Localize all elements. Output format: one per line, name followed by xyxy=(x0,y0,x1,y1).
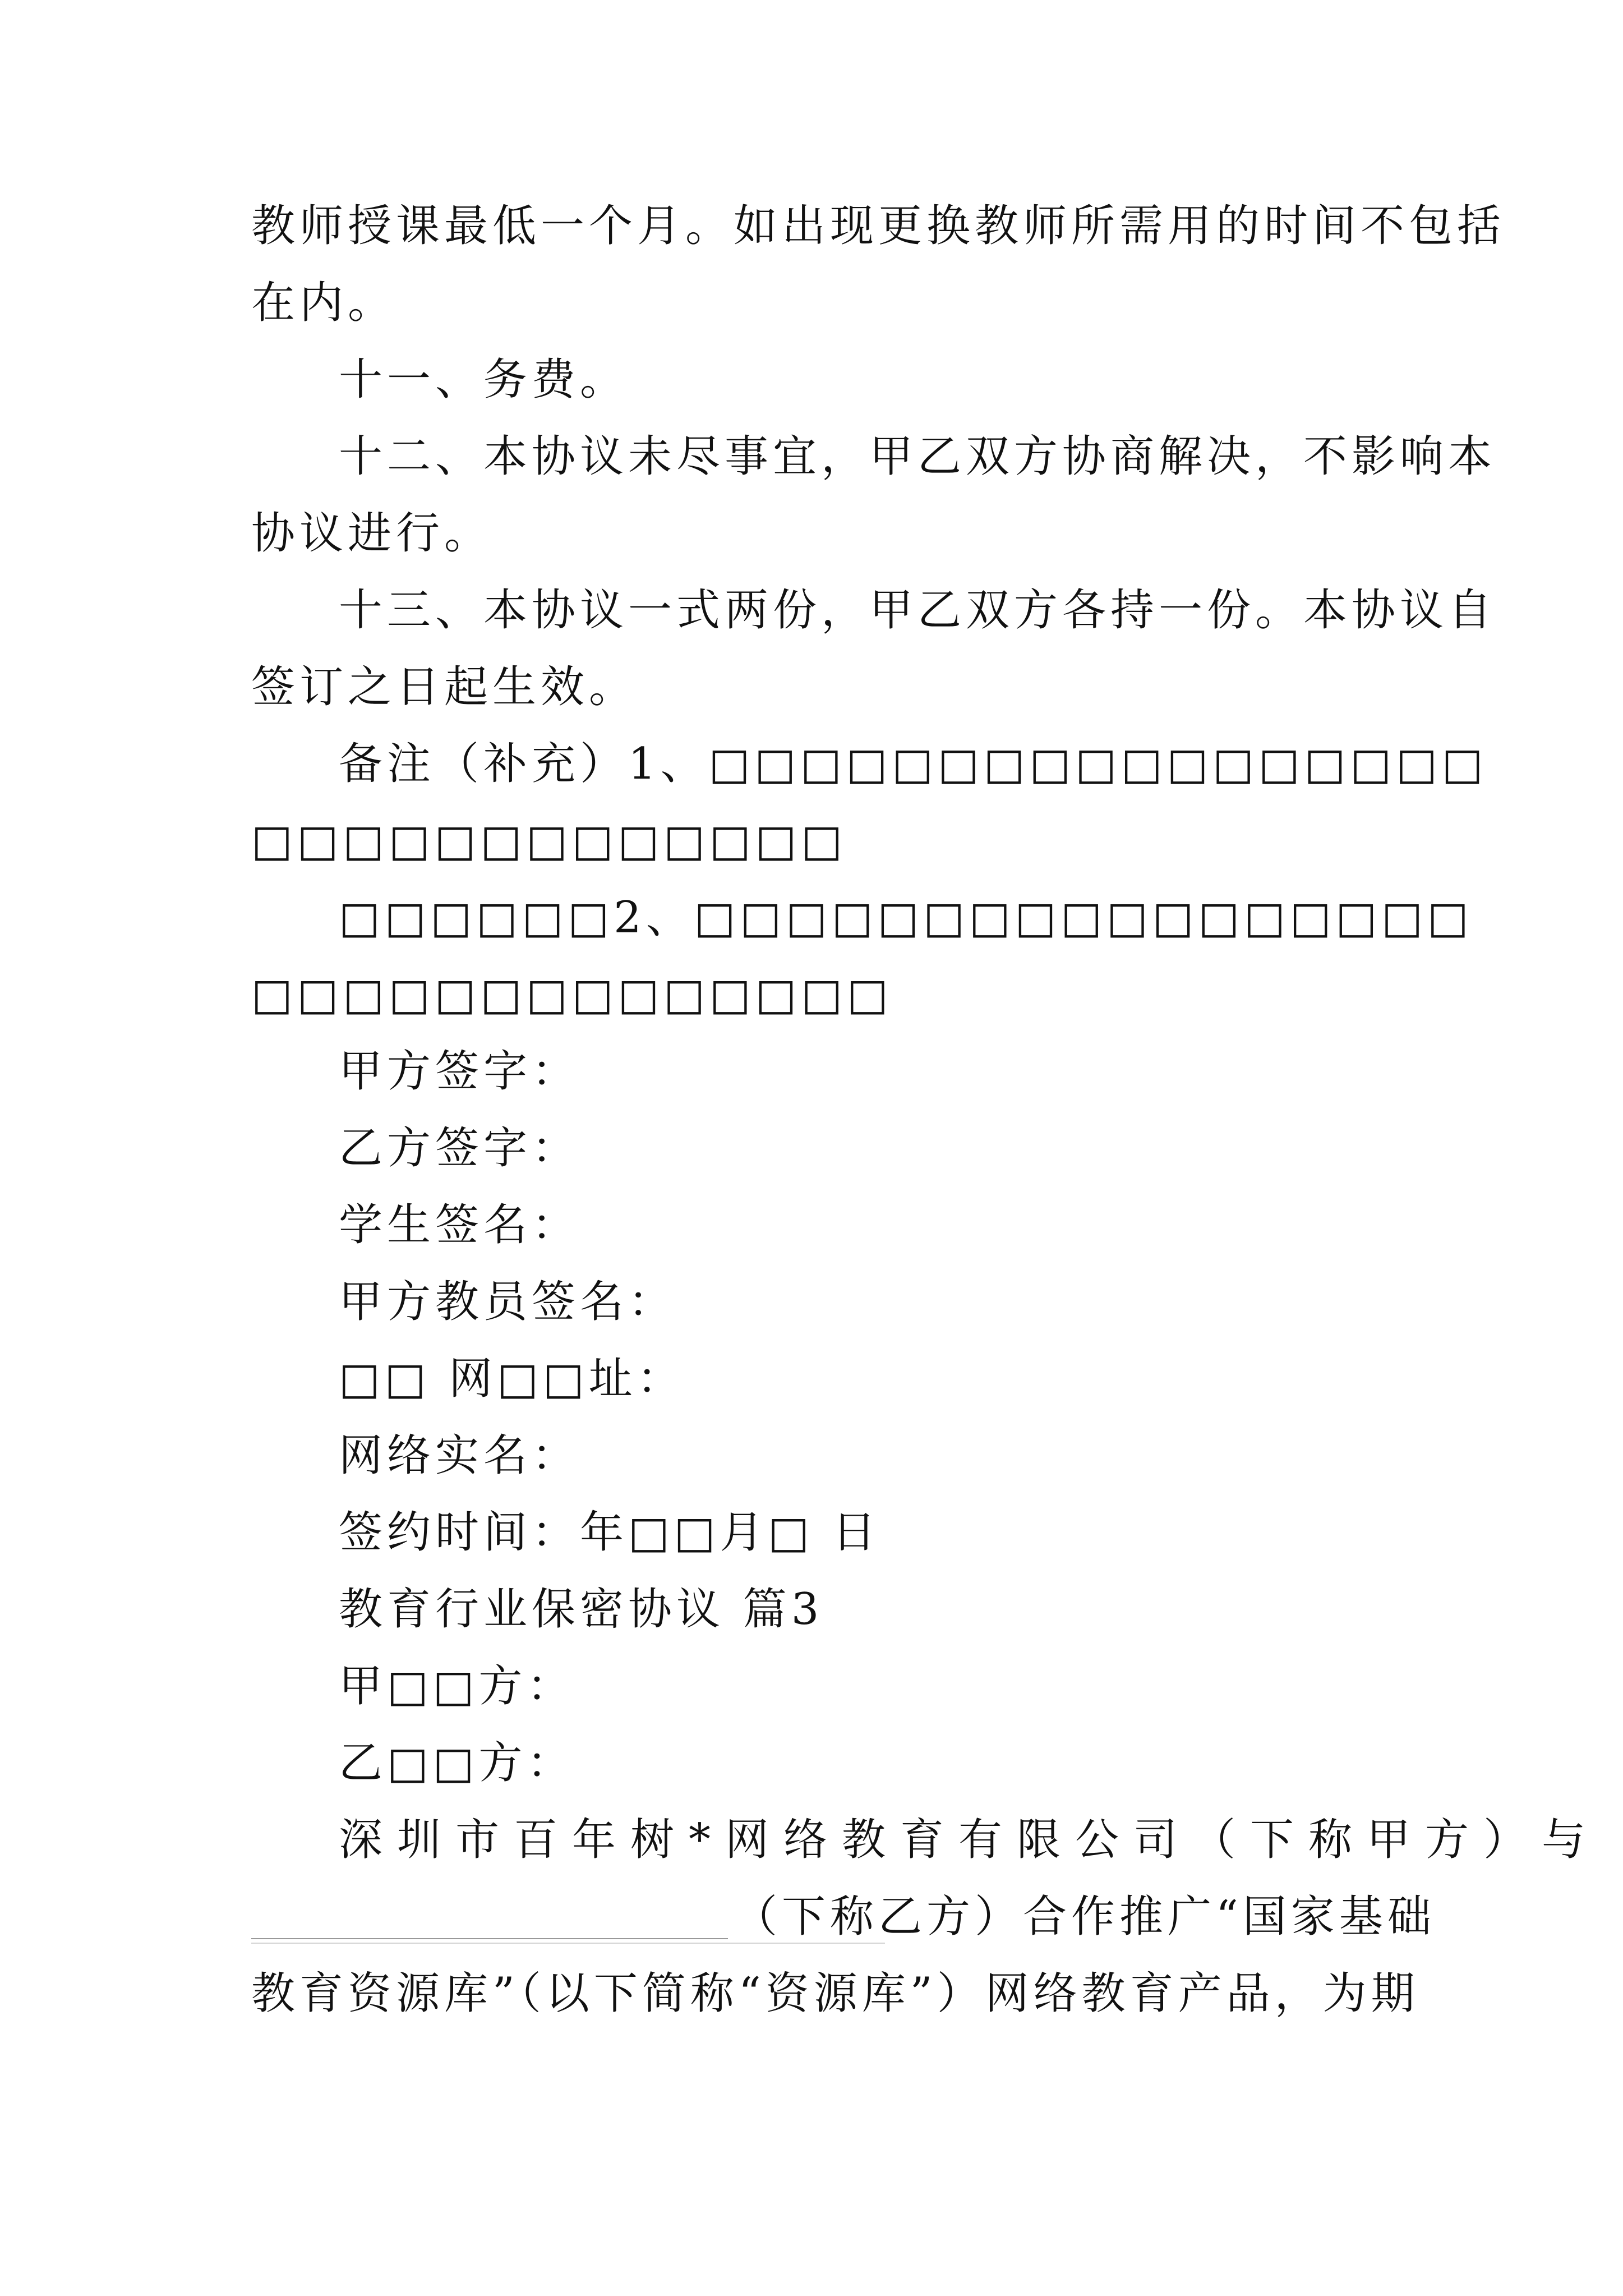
party-b-label: 乙□□方： xyxy=(339,1738,575,1788)
fill-in-blank xyxy=(251,1938,728,1939)
footnote-divider xyxy=(251,1943,885,1944)
teacher-signature-label: 甲方教员签名： xyxy=(339,1277,677,1327)
paragraph-line: 教师授课最低一个月。如出现更换教师所需用的时间不包括 xyxy=(251,201,1506,251)
clause-12: 十二、本协议未尽事宜，甲乙双方协商解决，不影响本 xyxy=(339,431,1497,482)
clause-11: 十一、务费。 xyxy=(339,355,629,405)
document-body xyxy=(251,188,1601,2032)
paragraph-line: 在内。 xyxy=(251,278,396,328)
paragraph-line: 签订之日起生效。 xyxy=(251,662,638,712)
signing-date-label: 签约时间：年□□月□ 日 xyxy=(339,1507,880,1558)
agreement-intro-line: 深圳市百年树*网络教育有限公司（下称甲方）与 xyxy=(339,1815,1601,1865)
paragraph-line: 协议进行。 xyxy=(251,508,493,559)
clause-13: 十三、本协议一式两份，甲乙双方各持一份。本协议自 xyxy=(339,585,1497,636)
section-heading: 教育行业保密协议 篇3 xyxy=(339,1584,824,1635)
remarks-item-2: □□□□□□2、□□□□□□□□□□□□□□□□□ xyxy=(339,892,1473,943)
agreement-intro-line xyxy=(251,1879,1436,1955)
paragraph-line: □□□□□□□□□□□□□ xyxy=(251,816,847,866)
party-b-signature-label: 乙方签字： xyxy=(339,1123,580,1174)
website-address-label: □□ 网□□址： xyxy=(339,1354,685,1404)
online-name-label: 网络实名： xyxy=(339,1430,580,1481)
paragraph-line: □□□□□□□□□□□□□□ xyxy=(251,969,893,1020)
remarks-item-1: 备注（补充）1、□□□□□□□□□□□□□□□□□ xyxy=(339,739,1488,789)
paragraph-line: 教育资源库”（以下简称“资源库”）网络教育产品，为期 xyxy=(251,1968,1419,2019)
agreement-intro-text: （下称乙方）合作推广“国家基础 xyxy=(734,1892,1436,1942)
party-a-label: 甲□□方： xyxy=(339,1661,575,1711)
student-signature-label: 学生签名： xyxy=(339,1200,580,1250)
party-a-signature-label: 甲方签字： xyxy=(339,1046,580,1097)
